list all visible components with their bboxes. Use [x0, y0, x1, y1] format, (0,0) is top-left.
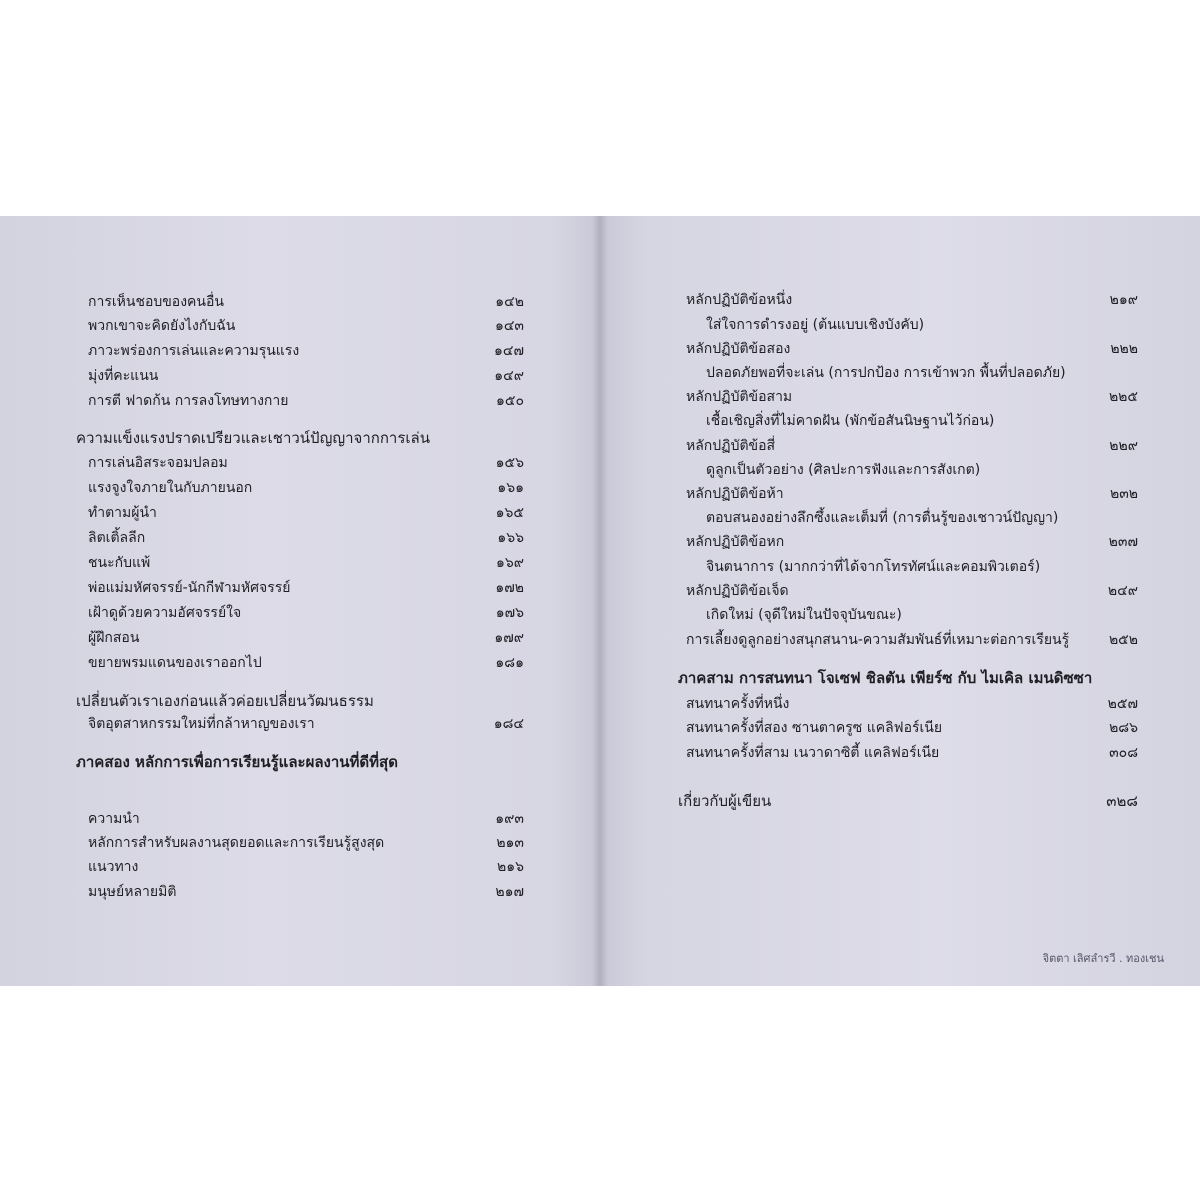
- toc-entry-page-number: ๒๑๖: [496, 859, 524, 875]
- toc-entry-title: ชนะกับแพ้: [88, 555, 151, 571]
- toc-entry-page-number: ๑๕๖: [495, 455, 524, 471]
- toc-entry-title: การเห็นชอบของคนอื่น: [88, 294, 224, 310]
- toc-entry-page-number: ๑๙๓: [495, 811, 524, 827]
- toc-entry-page-number: ๑๘๑: [495, 655, 524, 671]
- toc-entry-title: ลิตเติ้ลลีก: [88, 530, 146, 546]
- toc-entry: [706, 313, 1138, 337]
- toc-entry: [678, 789, 1138, 813]
- toc-entry-title: หลักปฏิบัติข้อห้า: [686, 486, 784, 502]
- toc-entry: [706, 506, 1138, 530]
- toc-entry: [88, 807, 524, 831]
- toc-entry-title: ความแข็งแรงปราดเปรียวและเชาวน์ปัญญาจากการเล่น: [76, 429, 430, 447]
- toc-entry: [706, 603, 1138, 627]
- right-page: [600, 216, 1200, 986]
- toc-entry-page-number: ๑๔๙: [494, 368, 524, 384]
- toc-entry: [88, 576, 524, 600]
- toc-entry: [686, 482, 1138, 506]
- toc-entry-page-number: ๒๓๒: [1109, 486, 1138, 502]
- toc-entry-page-number: ๒๕๒: [1108, 632, 1138, 648]
- toc-entry: [686, 530, 1138, 554]
- toc-entry-title: หลักการสำหรับผลงานสุดยอดและการเรียนรู้สูงสุด: [88, 835, 385, 851]
- toc-entry: [686, 741, 1138, 765]
- toc-entry-title: จิตอุตสาหกรรมใหม่ที่กล้าหาญของเรา: [88, 716, 315, 732]
- toc-entry-title: แรงจูงใจภายในกับภายนอก: [88, 480, 253, 496]
- toc-entry: [88, 651, 524, 675]
- toc-entry: [88, 626, 524, 650]
- toc-entry-page-number: ๒๑๙: [1109, 292, 1138, 308]
- toc-entry-title: เกิดใหม่ (จุดีใหม่ในปัจจุบันขณะ): [706, 607, 902, 623]
- toc-entry-title: ภาคสาม การสนทนา โจเซฟ ชิลตัน เพียร์ซ กับ ไมเคิล เมนดิซซา: [678, 669, 1093, 687]
- toc-entry-title: การตี ฟาดก้น การลงโทษทางกาย: [88, 393, 289, 409]
- toc-entry: [88, 476, 524, 500]
- toc-entry: [76, 426, 524, 450]
- toc-entry: [686, 716, 1138, 740]
- left-page: [0, 216, 600, 986]
- toc-entry-title: หลักปฏิบัติข้อสาม: [686, 389, 793, 405]
- toc-entry: [686, 385, 1138, 409]
- toc-entry-page-number: ๑๗๙: [494, 630, 524, 646]
- toc-entry-title: เกี่ยวกับผู้เขียน: [678, 792, 772, 810]
- toc-entry: [88, 855, 524, 879]
- toc-entry-title: เชื้อเชิญสิ่งที่ไม่คาดฝัน (พักข้อสันนิษฐานไว้ก่อน): [706, 413, 995, 429]
- toc-entry-title: พ่อแม่มหัศจรรย์-นักกีฬามหัศจรรย์: [88, 580, 291, 596]
- toc-entry: [686, 288, 1138, 312]
- toc-entry-page-number: ๑๔๒: [495, 294, 524, 310]
- toc-entry: [88, 314, 524, 338]
- toc-entry-page-number: ๑๔๓: [494, 318, 524, 334]
- toc-entry-title: สนทนาครั้งที่หนึ่ง: [686, 696, 790, 712]
- toc-entry-title: หลักปฏิบัติข้อเจ็ด: [686, 583, 789, 599]
- toc-entry-title: ภาคสอง หลักการเพื่อการเรียนรู้และผลงานที่ดีที่สุด: [76, 753, 398, 771]
- toc-entry-title: ใส่ใจการดำรงอยู่ (ต้นแบบเชิงบังคับ): [706, 317, 925, 333]
- toc-entry-page-number: ๓๒๘: [1106, 792, 1138, 810]
- toc-entry: [88, 831, 524, 855]
- toc-entry: [88, 290, 524, 314]
- toc-entry: [76, 689, 524, 713]
- toc-entry-title: เฝ้าดูด้วยความอัศจรรย์ใจ: [88, 605, 242, 621]
- toc-entry: [88, 526, 524, 550]
- toc-entry-page-number: ๒๕๗: [1107, 696, 1138, 712]
- toc-entry-title: ขยายพรมแดนของเราออกไป: [88, 655, 262, 671]
- toc-entry-page-number: ๑๔๗: [493, 343, 524, 359]
- toc-entry-page-number: ๒๑๗: [495, 884, 524, 900]
- toc-entry: [686, 579, 1138, 603]
- toc-entry-title: ทำตามผู้นำ: [88, 505, 157, 521]
- toc-entry-title: การเล่นอิสระจอมปลอม: [88, 455, 228, 471]
- toc-entry-title: ดูลูกเป็นตัวอย่าง (ศิลปะการฟังและการสังเกต): [706, 462, 981, 478]
- toc-entry-page-number: ๒๒๒: [1110, 341, 1138, 357]
- toc-entry-title: สนทนาครั้งที่สาม เนวาดาซิตี้ แคลิฟอร์เนีย: [686, 745, 940, 761]
- toc-entry: [706, 409, 1138, 433]
- toc-entry-title: พวกเขาจะคิดยังไงกับฉัน: [88, 318, 236, 334]
- toc-entry-title: การเลี้ยงดูลูกอย่างสนุกสนาน-ความสัมพันธ์ที่เหมาะต่อการเรียนรู้: [686, 632, 1070, 648]
- toc-entry-title: หลักปฏิบัติข้อหก: [686, 534, 785, 550]
- toc-entry-title: หลักปฏิบัติข้อหนึ่ง: [686, 292, 793, 308]
- toc-entry-title: ผู้ฝึกสอน: [88, 630, 140, 646]
- book-spread: [0, 216, 1200, 986]
- toc-entry: [88, 501, 524, 525]
- toc-entry-title: มนุษย์หลายมิติ: [88, 884, 177, 900]
- toc-entry-title: จินตนาการ (มากกว่าที่ได้จากโทรทัศน์และคอมพิวเตอร์): [706, 559, 1041, 575]
- toc-entry: [88, 712, 524, 736]
- toc-entry-title: หลักปฏิบัติข้อสี่: [686, 438, 776, 454]
- toc-entry-page-number: ๑๗๖: [495, 605, 524, 621]
- toc-entry: [88, 451, 524, 475]
- toc-entry-page-number: ๒๒๙: [1109, 438, 1138, 454]
- toc-entry: [706, 555, 1138, 579]
- toc-entry: [88, 880, 524, 904]
- toc-entry-page-number: ๒๑๓: [496, 835, 524, 851]
- toc-entry-title: มุ่งที่คะแนน: [88, 368, 159, 384]
- toc-entry-page-number: ๑๖๑: [497, 480, 524, 496]
- toc-entry-page-number: ๓๐๘: [1109, 745, 1138, 761]
- toc-entry-page-number: ๒๘๖: [1109, 720, 1138, 736]
- toc-entry: [88, 339, 524, 363]
- toc-entry-page-number: ๒๔๙: [1107, 583, 1138, 599]
- toc-entry-page-number: ๒๓๗: [1108, 534, 1138, 550]
- toc-entry-title: ความนำ: [88, 811, 140, 827]
- page-folio: จิตตา เลิศลำรวี . ทองเชน: [1042, 952, 1164, 965]
- toc-entry: [686, 692, 1138, 716]
- toc-entry-title: แนวทาง: [88, 859, 139, 875]
- toc-entry-page-number: ๑๖๙: [495, 555, 524, 571]
- toc-entry: [706, 458, 1138, 482]
- toc-entry-page-number: ๒๒๕: [1108, 389, 1138, 405]
- toc-entry-title: ตอบสนองอย่างลึกซึ้งและเต็มที่ (การตื่นรู้ของเชาวน์ปัญญา): [706, 510, 1059, 526]
- toc-entry: [88, 389, 524, 413]
- toc-entry-title: เปลี่ยนตัวเราเองก่อนแล้วค่อยเปลี่ยนวัฒนธรรม: [76, 692, 374, 710]
- toc-entry-page-number: ๑๗๒: [495, 580, 524, 596]
- toc-entry: [678, 666, 1138, 690]
- toc-entry-title: ปลอดภัยพอที่จะเล่น (การปกป้อง การเข้าพวก พื้นที่ปลอดภัย): [706, 365, 1066, 381]
- toc-entry: [88, 364, 524, 388]
- toc-entry-title: หลักปฏิบัติข้อสอง: [686, 341, 791, 357]
- toc-entry: [706, 361, 1138, 385]
- toc-entry-title: ภาวะพร่องการเล่นและความรุนแรง: [88, 343, 300, 359]
- toc-entry: [88, 601, 524, 625]
- toc-entry: [686, 434, 1138, 458]
- toc-entry: [686, 628, 1138, 652]
- toc-entry: [88, 551, 524, 575]
- toc-entry-page-number: ๑๕๐: [495, 393, 524, 409]
- toc-entry-page-number: ๑๖๖: [497, 530, 524, 546]
- toc-entry: [76, 750, 524, 774]
- toc-entry: [686, 337, 1138, 361]
- toc-entry-page-number: ๑๘๔: [493, 716, 524, 732]
- toc-entry-page-number: ๑๖๕: [495, 505, 524, 521]
- toc-entry-title: สนทนาครั้งที่สอง ซานตาครูซ แคลิฟอร์เนีย: [686, 720, 943, 736]
